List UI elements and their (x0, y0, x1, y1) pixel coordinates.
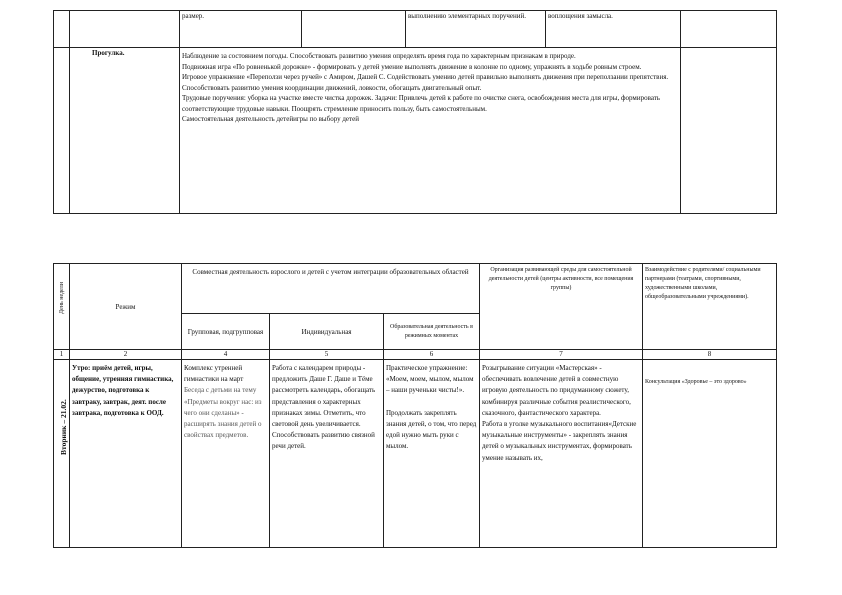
date-label: Вторник – 21.02. (59, 399, 68, 455)
morning-regime: Утро: приём детей, игры, общение, утренняя гимнастика, дежурство, подготовка к завтраку, завтрак, деят. после завтрака, подготовка к ООД. (70, 360, 182, 548)
top-plan-table (53, 10, 777, 214)
walk-labor: Трудовые поручения: уборка на участке вместе чистка дорожек. Задачи: Привлечь детей к работе по очистке снега, освобождения места для игры, формировать соответствующие трудовые навыки. Поощрять стремление приносить пользу, быть самостоятельным. (182, 94, 660, 113)
family-header: Взаимодействие с родителями/ социальными партнерами (театрами, спортивными, художественными школами, общеобразовательными учреждениями). (643, 264, 777, 350)
column-number: 4 (182, 350, 270, 360)
conversation-text: Беседа с детьми на тему «Предметы вокруг нас: из чего они сделаны» - расширять знания детей о свойствах предметов. (184, 386, 262, 440)
group-activity-cell (182, 360, 270, 548)
table-header-row (54, 264, 777, 314)
joint-activity-header: Совместная деятельность взрослого и детей с учетом интеграции образовательных областей (182, 264, 480, 314)
regime-header: Режим (70, 264, 182, 350)
column-number: 7 (480, 350, 643, 360)
environment-header: Организация развивающей среды для самостоятельной деятельности детей (центры активности, все помещения группы) (480, 264, 643, 350)
day-label: День недели (59, 282, 65, 314)
column-number: 2 (70, 350, 182, 360)
gymnastics-text: Комплекс утренней гимнастики на март (184, 364, 244, 384)
walk-exercise: Игровое упражнение «Переползи через ручей» с Амиром, Дашей С. Содействовать умению детей правильно выполнять движения при переползании препятствия. Способствовать развитию умения координации движений, ловкости, обогащать двигательный опыт. (182, 73, 669, 92)
practical-exercise-text: Практическое упражнение: «Моем, моем, мылом, мылом – наши рученьки чисты!». (386, 364, 474, 395)
role-play-text: Розыгрывание ситуации «Мастерская» - обеспечивать вовлечение детей в совместную игровую деятельность по придуманному сюжету, комбинируя различные события реалистического, сказочного, фантастического характера. (482, 364, 631, 417)
table-row (54, 11, 777, 48)
consolidate-text: Продолжать закреплять знания детей, о том, что перед едой нужно мыть руки с мылом. (386, 408, 477, 451)
table-cell (54, 11, 70, 48)
family-cell: Консультация «Здоровье – это здорово» (643, 360, 777, 548)
walk-description (180, 48, 681, 214)
table-cell: выполнению элементарных поручений. (406, 11, 546, 48)
walk-independent: Самостоятельная деятельность детейигры по выбору детей (182, 115, 359, 123)
table-cell: размер. (180, 11, 302, 48)
column-numbers-row (54, 350, 777, 360)
table-cell (681, 48, 777, 214)
column-number: 5 (270, 350, 384, 360)
table-cell (54, 48, 70, 214)
group-subheader: Групповая, подгрупповая (182, 314, 270, 350)
regime-moments-subheader: Образовательная деятельность в режимных моментах (384, 314, 480, 350)
table-cell (70, 11, 180, 48)
table-cell (302, 11, 406, 48)
date-cell (54, 360, 70, 548)
regime-moments-cell (384, 360, 480, 548)
individual-activity-cell: Работа с календарем природы - предложить Даше Г. Даше и Тёме рассмотреть календарь, обогащать представления о характерных признаках зимы. Отметить, что световой день увеличивается. Способствовать развитию связной речи детей. (270, 360, 384, 548)
individual-subheader: Индивидуальная (270, 314, 384, 350)
table-row (54, 48, 777, 214)
daily-schedule-table (53, 263, 777, 548)
column-number: 8 (643, 350, 777, 360)
table-row (54, 360, 777, 548)
column-number: 6 (384, 350, 480, 360)
walk-game: Подвижная игра «По ровненькой дорожке» - формировать у детей умение выполнять движение в колонне по одному, упражнять в ходьбе ровным строем. (182, 62, 642, 71)
music-corner-text: Работа в уголке музыкального воспитания«Детские музыкальные инструменты» - закреплять знания детей о музыкальных инструментах, формировать умение называть их, (482, 420, 637, 462)
walk-label: Прогулка. (70, 48, 180, 214)
day-header-cell (54, 264, 70, 350)
column-number: 1 (54, 350, 70, 360)
table-cell (681, 11, 777, 48)
environment-cell (480, 360, 643, 548)
walk-observation: Наблюдение за состоянием погоды. Способствовать развитию умения определять время года по характерным признакам в природе. (182, 52, 576, 60)
table-cell: воплощения замысла. (546, 11, 681, 48)
